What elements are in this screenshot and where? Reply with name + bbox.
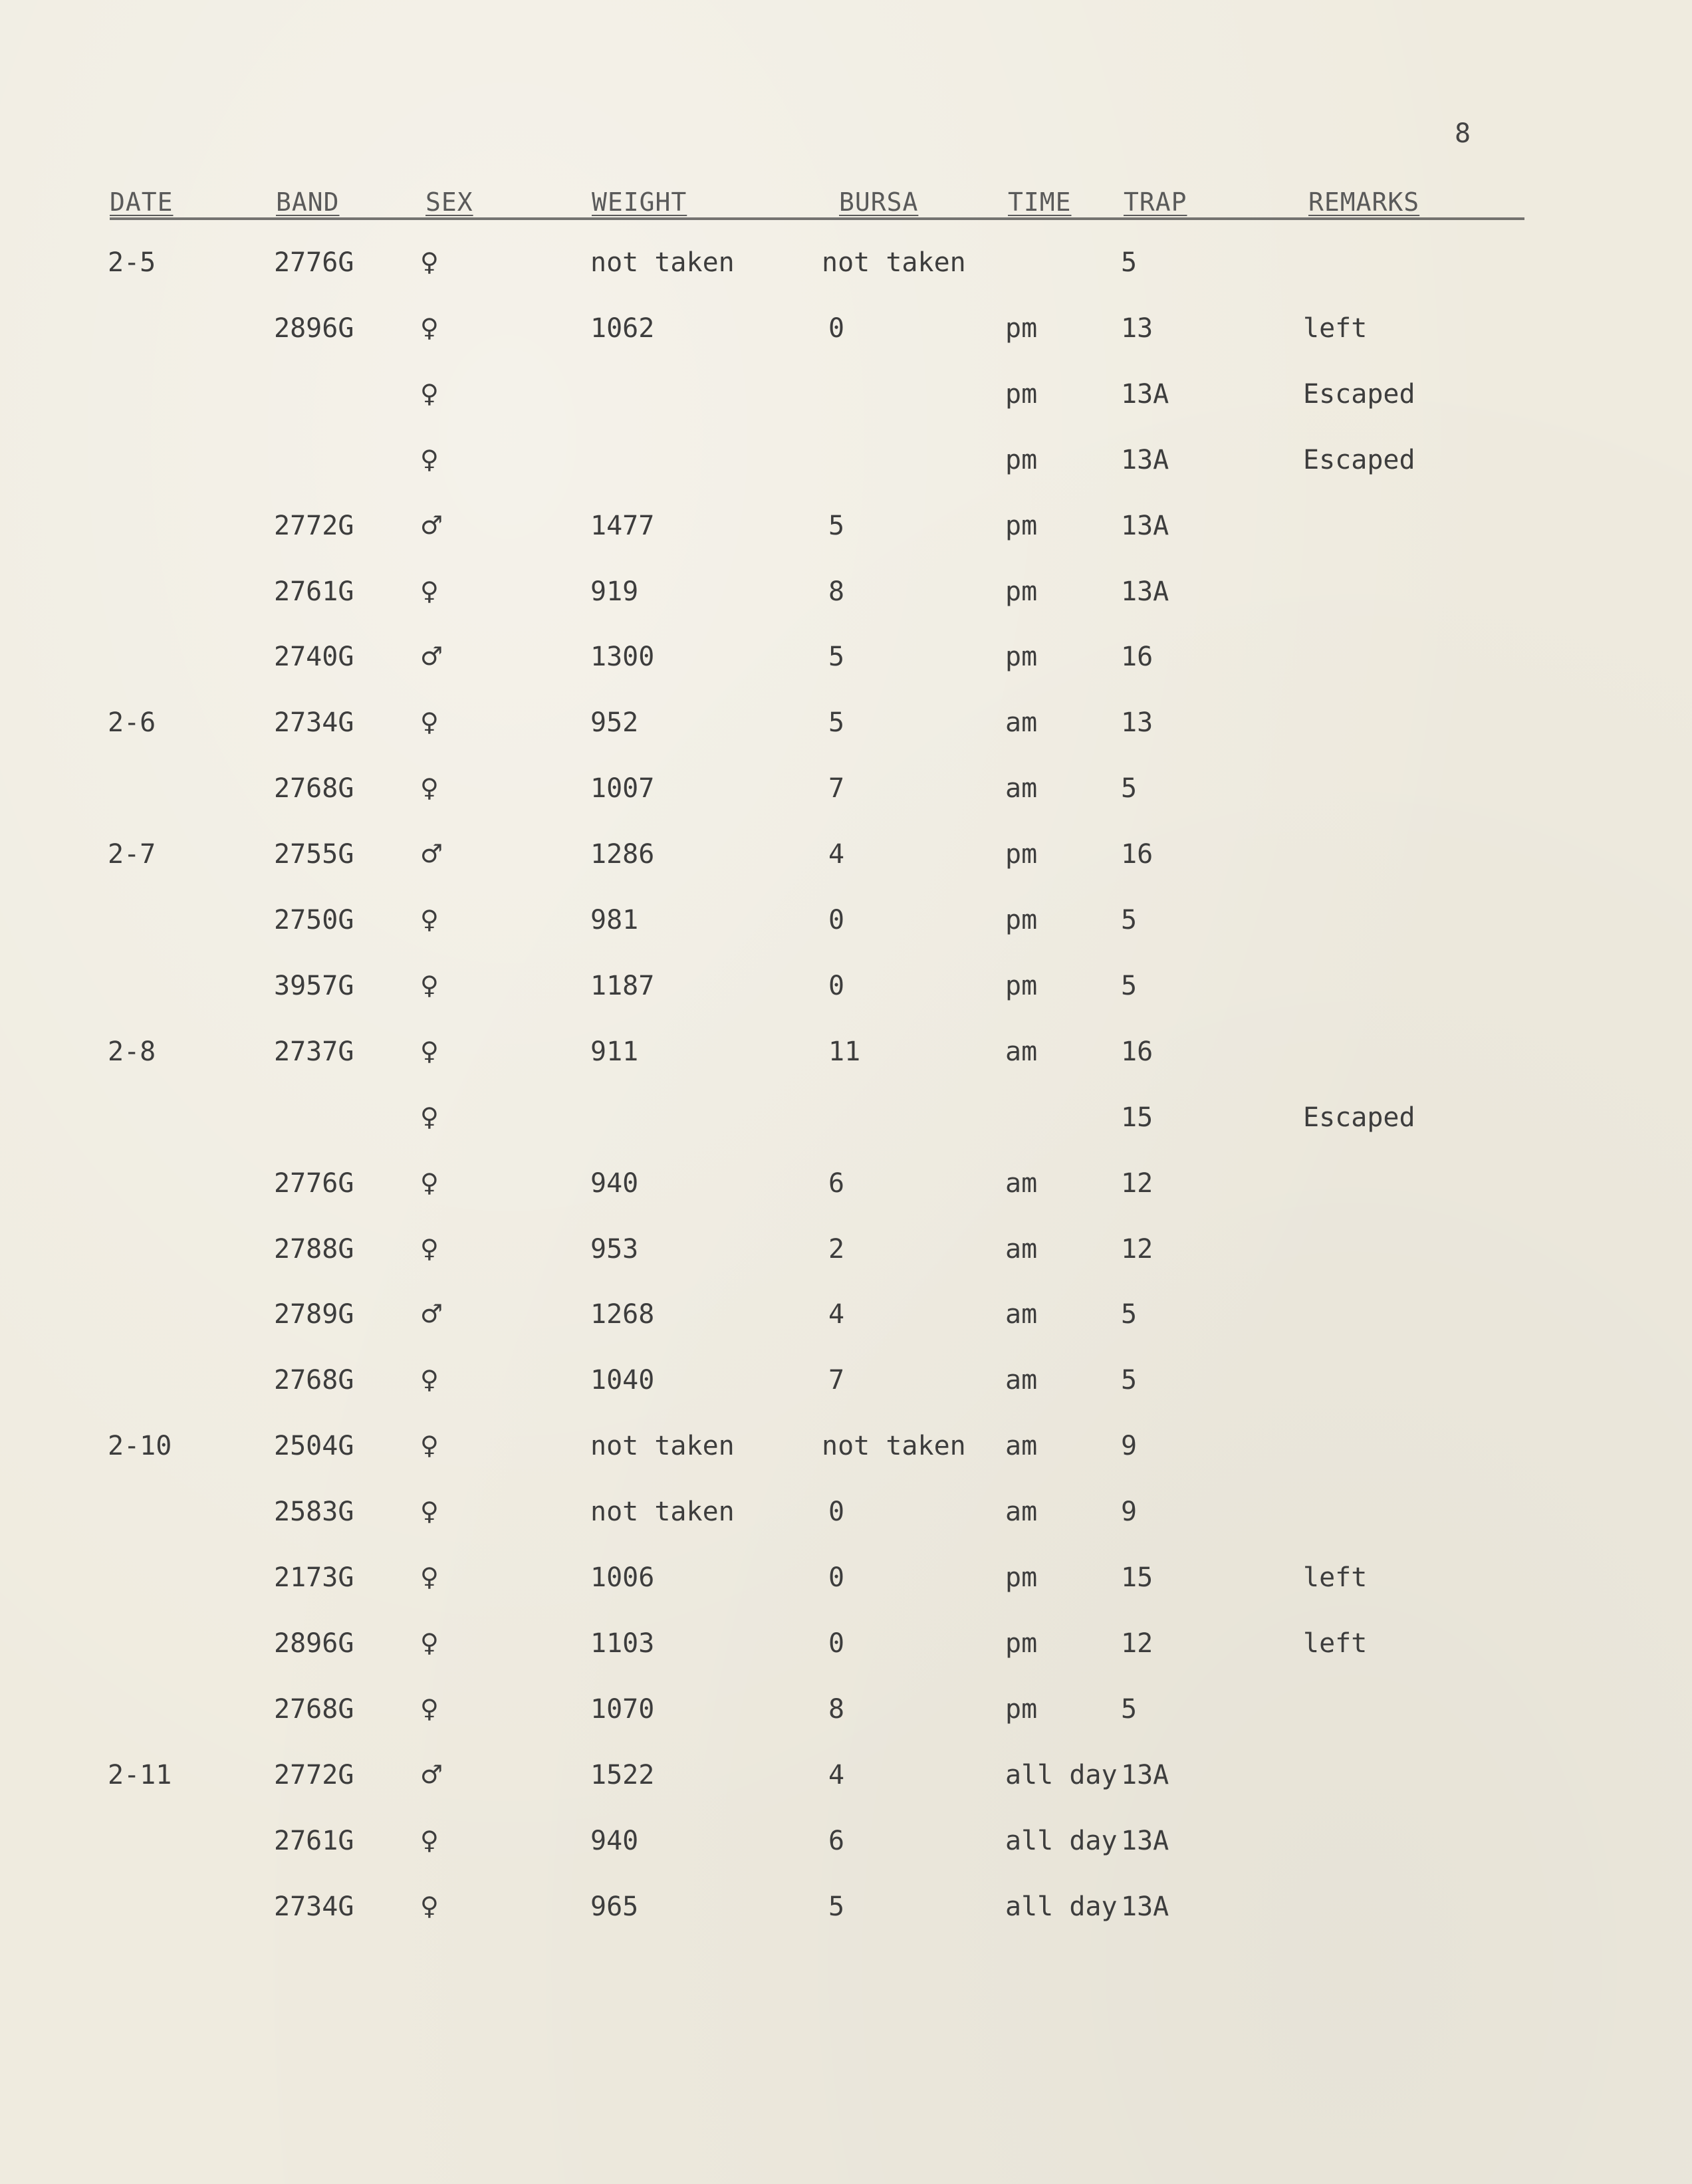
cell-band: 2755G	[274, 839, 354, 870]
cell-band: 2896G	[274, 1628, 354, 1659]
cell-band: 2788G	[274, 1234, 354, 1265]
cell-weight: not taken	[590, 1497, 735, 1527]
cell-trap: 5	[1121, 971, 1138, 1001]
table-row	[0, 1562, 1692, 1602]
cell-band: 2776G	[274, 1168, 354, 1199]
cell-weight: 981	[590, 905, 639, 935]
cell-trap: 13A	[1121, 445, 1169, 475]
table-row	[0, 971, 1692, 1011]
cell-trap: 5	[1121, 247, 1138, 278]
header-trap: TRAP	[1124, 187, 1187, 217]
cell-bursa: 5	[828, 1891, 845, 1922]
cell-bursa: 2	[828, 1234, 845, 1265]
cell-bursa: 0	[828, 313, 845, 344]
header-band: BAND	[276, 187, 340, 217]
cell-time: am	[1005, 1036, 1038, 1067]
cell-band: 2776G	[274, 247, 354, 278]
cell-trap: 16	[1121, 642, 1153, 672]
cell-weight: 1062	[590, 313, 655, 344]
cell-trap: 13A	[1121, 1760, 1169, 1790]
cell-bursa: 6	[828, 1826, 845, 1856]
cell-time: pm	[1005, 839, 1038, 870]
header-date: DATE	[110, 187, 174, 217]
cell-time: am	[1005, 1365, 1038, 1395]
cell-trap: 13A	[1121, 576, 1169, 607]
table-row	[0, 1497, 1692, 1536]
cell-bursa: 0	[828, 1562, 845, 1593]
cell-weight: 1007	[590, 773, 655, 804]
cell-weight: 1006	[590, 1562, 655, 1593]
table-row	[0, 1168, 1692, 1208]
table-row	[0, 511, 1692, 550]
cell-band: 2734G	[274, 1891, 354, 1922]
cell-weight: 919	[590, 576, 639, 607]
cell-weight: 965	[590, 1891, 639, 1922]
cell-weight: not taken	[590, 247, 735, 278]
cell-sex: ♀	[420, 576, 439, 606]
cell-sex: ♀	[420, 313, 439, 342]
cell-sex: ♀	[420, 379, 439, 408]
cell-bursa: 7	[828, 1365, 845, 1395]
cell-band: 2896G	[274, 313, 354, 344]
cell-time: pm	[1005, 379, 1038, 410]
cell-time: pm	[1005, 576, 1038, 607]
cell-sex: ♀	[420, 971, 439, 1000]
cell-trap: 5	[1121, 1694, 1138, 1725]
cell-bursa: 8	[828, 1694, 845, 1725]
table-row	[0, 313, 1692, 353]
cell-time: am	[1005, 1497, 1038, 1527]
cell-bursa: 4	[828, 1760, 845, 1790]
header-sex: SEX	[425, 187, 473, 217]
cell-remarks: Escaped	[1303, 1102, 1415, 1133]
cell-weight: 1103	[590, 1628, 655, 1659]
cell-sex: ♂	[420, 511, 443, 540]
table-row	[0, 247, 1692, 287]
table-row	[0, 1694, 1692, 1734]
cell-sex: ♀	[420, 445, 439, 474]
cell-sex: ♀	[420, 1036, 439, 1066]
cell-trap: 5	[1121, 773, 1138, 804]
cell-sex: ♀	[420, 1562, 439, 1592]
cell-remarks: Escaped	[1303, 379, 1415, 410]
cell-weight: 911	[590, 1036, 639, 1067]
cell-sex: ♀	[420, 1628, 439, 1657]
cell-bursa: 8	[828, 576, 845, 607]
cell-time: pm	[1005, 511, 1038, 541]
table-row	[0, 1036, 1692, 1076]
cell-band: 2772G	[274, 1760, 354, 1790]
cell-sex: ♀	[420, 773, 439, 802]
cell-date: 2-6	[108, 707, 156, 738]
cell-weight: 1477	[590, 511, 655, 541]
cell-remarks: left	[1303, 1628, 1368, 1659]
table-row	[0, 1299, 1692, 1339]
cell-weight: 1300	[590, 642, 655, 672]
cell-time: am	[1005, 1431, 1038, 1461]
table-row	[0, 905, 1692, 945]
cell-trap: 16	[1121, 839, 1153, 870]
cell-weight: 1070	[590, 1694, 655, 1725]
cell-time: am	[1005, 1299, 1038, 1330]
cell-band: 2740G	[274, 642, 354, 672]
cell-sex: ♀	[420, 1102, 439, 1132]
cell-bursa: 7	[828, 773, 845, 804]
cell-time: pm	[1005, 971, 1038, 1001]
cell-trap: 12	[1121, 1234, 1153, 1265]
cell-bursa: 5	[828, 511, 845, 541]
cell-band: 2761G	[274, 1826, 354, 1856]
table-row	[0, 839, 1692, 879]
cell-bursa: 11	[828, 1036, 861, 1067]
cell-trap: 15	[1121, 1562, 1153, 1593]
cell-band: 2761G	[274, 576, 354, 607]
cell-date: 2-8	[108, 1036, 156, 1067]
header-time: TIME	[1008, 187, 1072, 217]
cell-trap: 13	[1121, 707, 1153, 738]
cell-sex: ♂	[420, 1760, 443, 1789]
table-row	[0, 1102, 1692, 1142]
cell-weight: 940	[590, 1168, 639, 1199]
cell-weight: 1286	[590, 839, 655, 870]
table-row	[0, 1365, 1692, 1405]
cell-bursa: not taken	[822, 1431, 966, 1461]
cell-bursa: 5	[828, 707, 845, 738]
cell-sex: ♀	[420, 905, 439, 934]
cell-bursa: 0	[828, 905, 845, 935]
cell-band: 2789G	[274, 1299, 354, 1330]
table-row	[0, 1826, 1692, 1866]
cell-remarks: left	[1303, 1562, 1368, 1593]
cell-remarks: Escaped	[1303, 445, 1415, 475]
cell-band: 2768G	[274, 773, 354, 804]
cell-time: am	[1005, 1168, 1038, 1199]
table-row	[0, 707, 1692, 747]
cell-band: 2737G	[274, 1036, 354, 1067]
cell-trap: 13A	[1121, 1891, 1169, 1922]
table-row	[0, 1234, 1692, 1274]
cell-time: pm	[1005, 313, 1038, 344]
cell-date: 2-11	[108, 1760, 172, 1790]
cell-time: am	[1005, 707, 1038, 738]
cell-band: 2734G	[274, 707, 354, 738]
cell-time: all day	[1005, 1826, 1118, 1856]
cell-sex: ♂	[420, 839, 443, 868]
cell-trap: 9	[1121, 1431, 1138, 1461]
cell-bursa: 4	[828, 839, 845, 870]
table-row	[0, 642, 1692, 681]
table-row	[0, 576, 1692, 616]
cell-time: pm	[1005, 905, 1038, 935]
cell-bursa: 5	[828, 642, 845, 672]
cell-trap: 16	[1121, 1036, 1153, 1067]
table-row	[0, 445, 1692, 485]
page-number: 8	[1455, 118, 1471, 149]
cell-weight: 1187	[590, 971, 655, 1001]
cell-band: 2173G	[274, 1562, 354, 1593]
cell-trap: 5	[1121, 1299, 1138, 1330]
cell-bursa: 4	[828, 1299, 845, 1330]
table-row	[0, 379, 1692, 419]
header-remarks: REMARKS	[1308, 187, 1420, 217]
cell-sex: ♀	[420, 1826, 439, 1855]
cell-sex: ♀	[420, 1431, 439, 1460]
cell-time: am	[1005, 773, 1038, 804]
header-weight: WEIGHT	[592, 187, 687, 217]
cell-date: 2-5	[108, 247, 156, 278]
cell-trap: 5	[1121, 905, 1138, 935]
cell-weight: 1522	[590, 1760, 655, 1790]
table-row	[0, 1891, 1692, 1931]
cell-sex: ♂	[420, 642, 443, 671]
cell-band: 2768G	[274, 1694, 354, 1725]
table-row	[0, 773, 1692, 813]
table-row	[0, 1760, 1692, 1800]
cell-time: am	[1005, 1234, 1038, 1265]
cell-bursa: 6	[828, 1168, 845, 1199]
cell-remarks: left	[1303, 313, 1368, 344]
cell-weight: not taken	[590, 1431, 735, 1461]
cell-date: 2-10	[108, 1431, 172, 1461]
cell-sex: ♀	[420, 247, 439, 277]
cell-sex: ♀	[420, 1694, 439, 1723]
cell-weight: 953	[590, 1234, 639, 1265]
cell-weight: 940	[590, 1826, 639, 1856]
cell-band: 3957G	[274, 971, 354, 1001]
cell-sex: ♀	[420, 1234, 439, 1263]
cell-sex: ♀	[420, 1891, 439, 1921]
cell-band: 2750G	[274, 905, 354, 935]
cell-date: 2-7	[108, 839, 156, 870]
table-row	[0, 1628, 1692, 1668]
cell-time: all day	[1005, 1760, 1118, 1790]
cell-band: 2504G	[274, 1431, 354, 1461]
cell-band: 2772G	[274, 511, 354, 541]
table-row	[0, 1431, 1692, 1471]
cell-trap: 15	[1121, 1102, 1153, 1133]
cell-time: pm	[1005, 445, 1038, 475]
cell-band: 2583G	[274, 1497, 354, 1527]
cell-bursa: 0	[828, 1628, 845, 1659]
cell-weight: 1040	[590, 1365, 655, 1395]
cell-trap: 13A	[1121, 1826, 1169, 1856]
cell-sex: ♀	[420, 1497, 439, 1526]
cell-time: pm	[1005, 642, 1038, 672]
cell-sex: ♀	[420, 1365, 439, 1394]
cell-time: pm	[1005, 1628, 1038, 1659]
cell-trap: 12	[1121, 1168, 1153, 1199]
cell-weight: 1268	[590, 1299, 655, 1330]
cell-time: pm	[1005, 1562, 1038, 1593]
header-bursa: BURSA	[839, 187, 919, 217]
cell-trap: 13A	[1121, 511, 1169, 541]
cell-trap: 9	[1121, 1497, 1138, 1527]
cell-sex: ♀	[420, 707, 439, 737]
cell-time: all day	[1005, 1891, 1118, 1922]
cell-trap: 13A	[1121, 379, 1169, 410]
cell-weight: 952	[590, 707, 639, 738]
cell-time: pm	[1005, 1694, 1038, 1725]
cell-trap: 12	[1121, 1628, 1153, 1659]
cell-sex: ♀	[420, 1168, 439, 1197]
cell-bursa: 0	[828, 971, 845, 1001]
cell-bursa: 0	[828, 1497, 845, 1527]
cell-band: 2768G	[274, 1365, 354, 1395]
cell-trap: 5	[1121, 1365, 1138, 1395]
cell-sex: ♂	[420, 1299, 443, 1328]
cell-trap: 13	[1121, 313, 1153, 344]
cell-bursa: not taken	[822, 247, 966, 278]
